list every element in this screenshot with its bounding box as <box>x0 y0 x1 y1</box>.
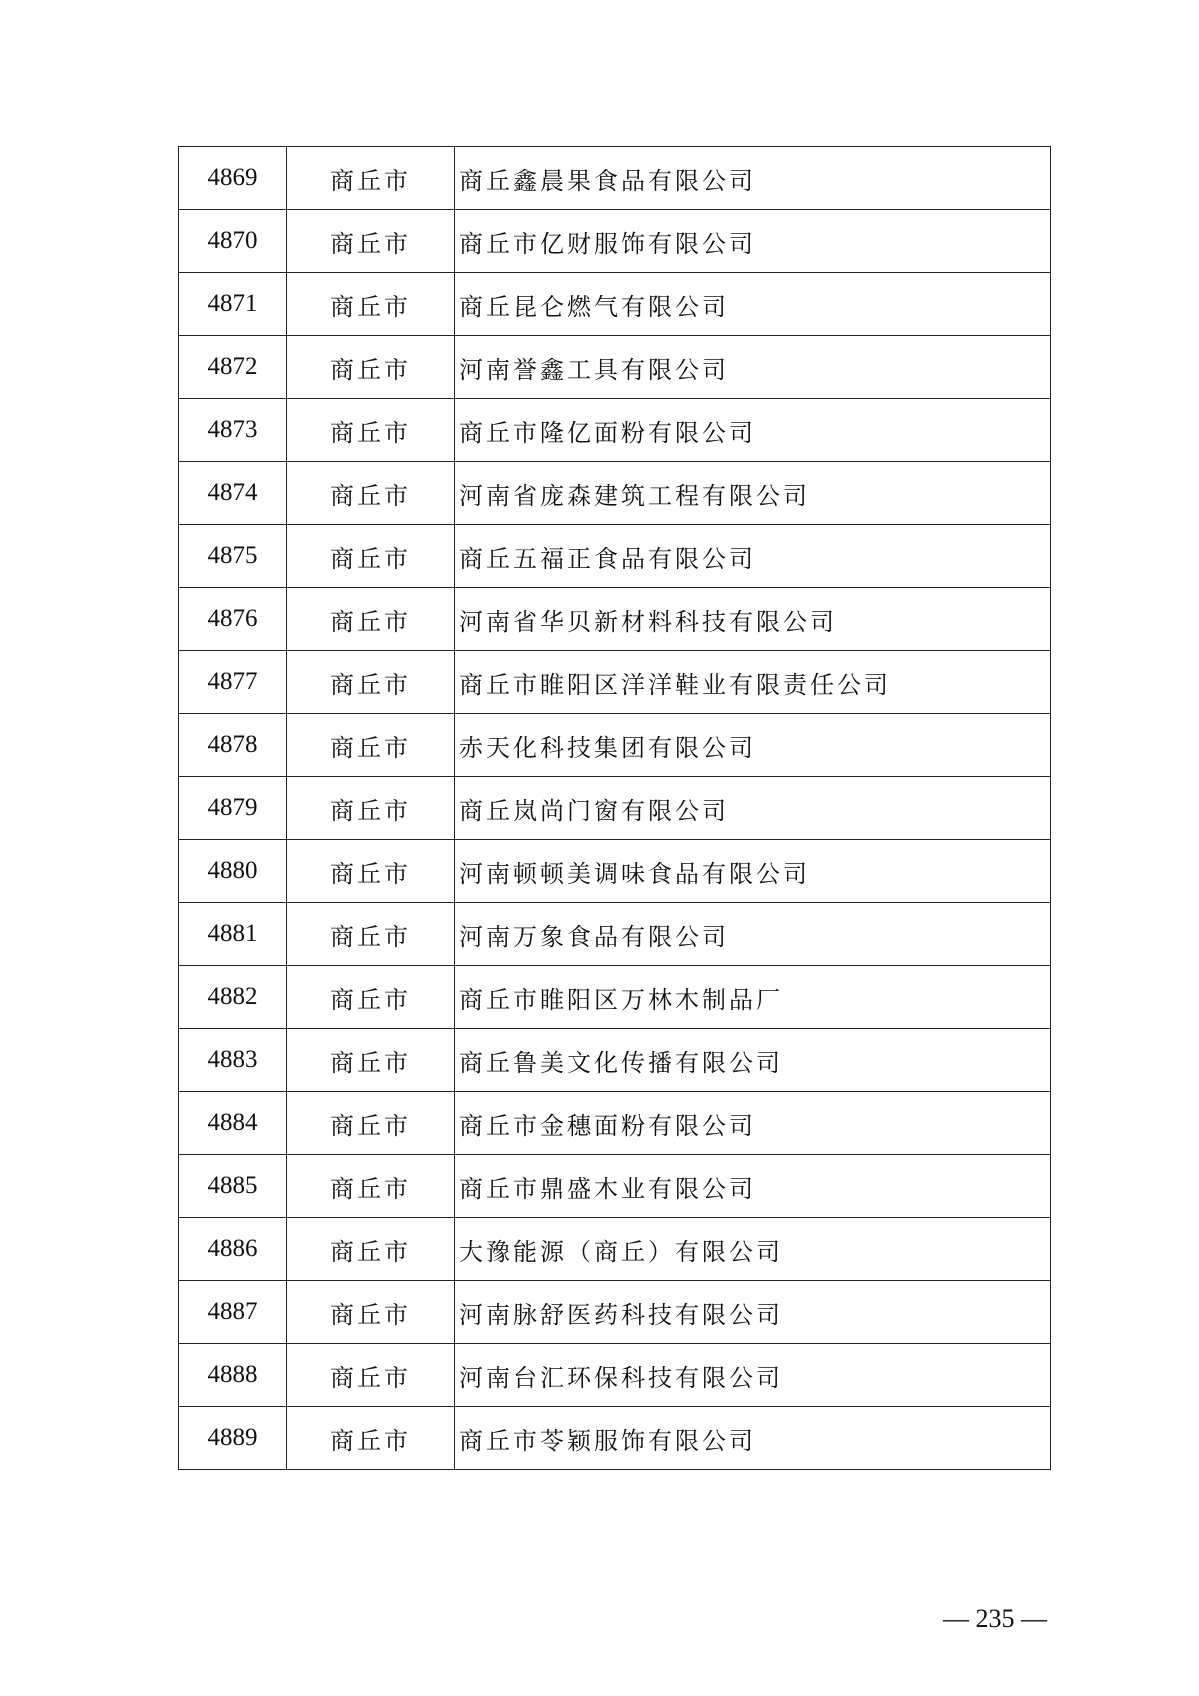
table-row <box>179 714 1051 777</box>
company-list-table <box>178 146 1051 1470</box>
table-row <box>179 1092 1051 1155</box>
table-row <box>179 966 1051 1029</box>
city-cell: 商丘市 <box>287 147 455 210</box>
row-number-cell: 4871 <box>179 273 287 336</box>
company-name-cell: 商丘市睢阳区万林木制品厂 <box>455 966 1051 1029</box>
table-row <box>179 462 1051 525</box>
city-cell: 商丘市 <box>287 1218 455 1281</box>
table-row <box>179 210 1051 273</box>
row-number-cell: 4889 <box>179 1407 287 1470</box>
table-row <box>179 1155 1051 1218</box>
row-number-cell: 4885 <box>179 1155 287 1218</box>
company-name-cell: 商丘市隆亿面粉有限公司 <box>455 399 1051 462</box>
company-name-cell: 河南顿顿美调味食品有限公司 <box>455 840 1051 903</box>
city-cell: 商丘市 <box>287 1281 455 1344</box>
row-number-cell: 4874 <box>179 462 287 525</box>
row-number-cell: 4869 <box>179 147 287 210</box>
city-cell: 商丘市 <box>287 1155 455 1218</box>
row-number-cell: 4879 <box>179 777 287 840</box>
city-cell: 商丘市 <box>287 399 455 462</box>
page-number: — 235 — <box>943 1604 1047 1633</box>
company-name-cell: 商丘鑫晨果食品有限公司 <box>455 147 1051 210</box>
company-name-cell: 河南台汇环保科技有限公司 <box>455 1344 1051 1407</box>
city-cell: 商丘市 <box>287 462 455 525</box>
city-cell: 商丘市 <box>287 273 455 336</box>
row-number-cell: 4882 <box>179 966 287 1029</box>
city-cell: 商丘市 <box>287 1407 455 1470</box>
city-cell: 商丘市 <box>287 336 455 399</box>
company-name-cell: 商丘市鼎盛木业有限公司 <box>455 1155 1051 1218</box>
row-number-cell: 4872 <box>179 336 287 399</box>
row-number-cell: 4878 <box>179 714 287 777</box>
row-number-cell: 4870 <box>179 210 287 273</box>
row-number-cell: 4884 <box>179 1092 287 1155</box>
city-cell: 商丘市 <box>287 714 455 777</box>
table-row <box>179 840 1051 903</box>
city-cell: 商丘市 <box>287 651 455 714</box>
table-row <box>179 1029 1051 1092</box>
table-row <box>179 1218 1051 1281</box>
row-number-cell: 4883 <box>179 1029 287 1092</box>
table-row <box>179 1344 1051 1407</box>
company-name-cell: 商丘市睢阳区洋洋鞋业有限责任公司 <box>455 651 1051 714</box>
city-cell: 商丘市 <box>287 210 455 273</box>
row-number-cell: 4886 <box>179 1218 287 1281</box>
company-list-body <box>179 147 1051 1470</box>
table-row <box>179 588 1051 651</box>
row-number-cell: 4873 <box>179 399 287 462</box>
company-name-cell: 商丘昆仑燃气有限公司 <box>455 273 1051 336</box>
row-number-cell: 4888 <box>179 1344 287 1407</box>
company-name-cell: 商丘鲁美文化传播有限公司 <box>455 1029 1051 1092</box>
row-number-cell: 4877 <box>179 651 287 714</box>
table-row <box>179 1281 1051 1344</box>
city-cell: 商丘市 <box>287 1092 455 1155</box>
company-name-cell: 河南省华贝新材料科技有限公司 <box>455 588 1051 651</box>
company-name-cell: 商丘五福正食品有限公司 <box>455 525 1051 588</box>
row-number-cell: 4881 <box>179 903 287 966</box>
table-row <box>179 903 1051 966</box>
table-row <box>179 273 1051 336</box>
company-name-cell: 河南省庞森建筑工程有限公司 <box>455 462 1051 525</box>
city-cell: 商丘市 <box>287 840 455 903</box>
company-name-cell: 河南万象食品有限公司 <box>455 903 1051 966</box>
company-name-cell: 商丘市金穗面粉有限公司 <box>455 1092 1051 1155</box>
table-row <box>179 399 1051 462</box>
company-name-cell: 赤天化科技集团有限公司 <box>455 714 1051 777</box>
row-number-cell: 4875 <box>179 525 287 588</box>
table-row <box>179 651 1051 714</box>
city-cell: 商丘市 <box>287 588 455 651</box>
table-row <box>179 777 1051 840</box>
row-number-cell: 4876 <box>179 588 287 651</box>
company-name-cell: 商丘岚尚门窗有限公司 <box>455 777 1051 840</box>
table-row <box>179 336 1051 399</box>
company-name-cell: 商丘市亿财服饰有限公司 <box>455 210 1051 273</box>
city-cell: 商丘市 <box>287 1344 455 1407</box>
company-name-cell: 商丘市苓颖服饰有限公司 <box>455 1407 1051 1470</box>
company-name-cell: 河南脉舒医药科技有限公司 <box>455 1281 1051 1344</box>
city-cell: 商丘市 <box>287 525 455 588</box>
city-cell: 商丘市 <box>287 966 455 1029</box>
table-row <box>179 525 1051 588</box>
city-cell: 商丘市 <box>287 903 455 966</box>
table-row <box>179 147 1051 210</box>
city-cell: 商丘市 <box>287 777 455 840</box>
table-row <box>179 1407 1051 1470</box>
company-name-cell: 大豫能源（商丘）有限公司 <box>455 1218 1051 1281</box>
row-number-cell: 4887 <box>179 1281 287 1344</box>
company-name-cell: 河南誉鑫工具有限公司 <box>455 336 1051 399</box>
city-cell: 商丘市 <box>287 1029 455 1092</box>
row-number-cell: 4880 <box>179 840 287 903</box>
